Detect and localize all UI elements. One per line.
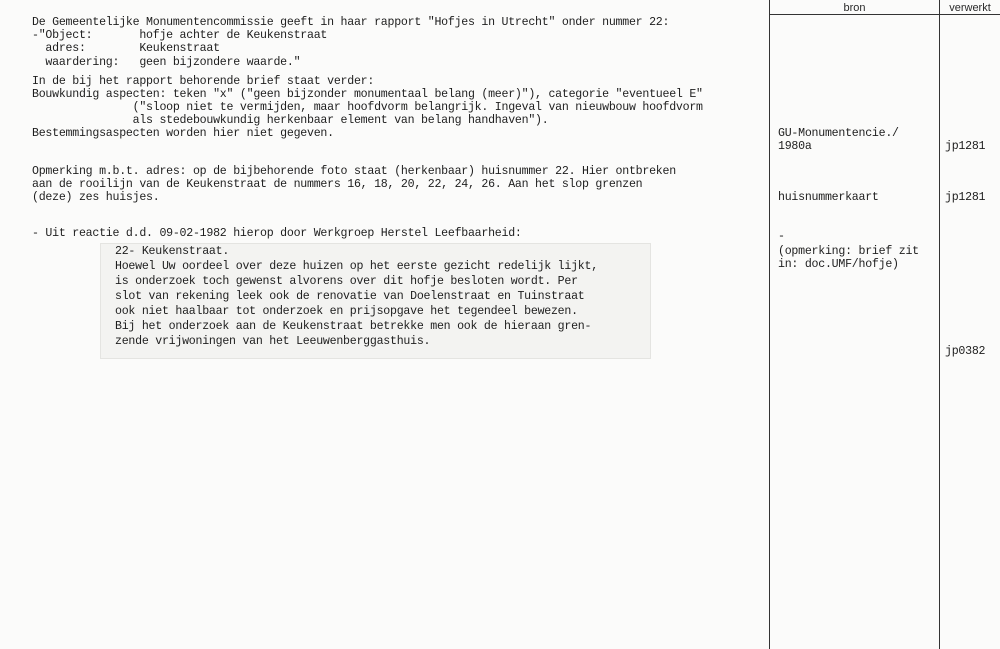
bron-entry: huisnummerkaart: [778, 191, 879, 204]
column-divider-main: [769, 0, 770, 649]
body-line: De Gemeentelijke Monumentencommissie geeft in haar rapport "Hofjes in Utrecht" onder nummer 22:: [32, 16, 670, 29]
body-line: waardering: geen bijzondere waarde.": [32, 56, 301, 69]
bron-entry: (opmerking: brief zit: [778, 245, 919, 258]
bron-entry: GU-Monumentencie./: [778, 127, 899, 140]
body-line: Opmerking m.b.t. adres: op de bijbehorende foto staat (herkenbaar) huisnummer 22. Hier ontbreken: [32, 165, 676, 178]
body-line: - Uit reactie d.d. 09-02-1982 hierop door Werkgroep Herstel Leefbaarheid:: [32, 227, 522, 240]
column-header-bron: bron: [843, 2, 866, 14]
bron-entry: -: [778, 230, 785, 243]
body-line: adres: Keukenstraat: [32, 42, 220, 55]
quote-line: ook niet haalbaar tot onderzoek en prijsopgave het tegendeel bewezen.: [115, 305, 578, 318]
quote-line: 22- Keukenstraat.: [115, 245, 230, 258]
header-rule: [769, 14, 1000, 15]
quote-line: Bij het onderzoek aan de Keukenstraat betrekke men ook de hieraan gren-: [115, 320, 592, 333]
verwerkt-entry: jp1281: [945, 191, 986, 204]
quote-line: Hoewel Uw oordeel over deze huizen op het eerste gezicht redelijk lijkt,: [115, 260, 598, 273]
body-line: In de bij het rapport behorende brief staat verder:: [32, 75, 375, 88]
body-line: ("sloop niet te vermijden, maar hoofdvorm belangrijk. Ingeval van nieuwbouw hoofdvorm: [32, 101, 703, 114]
body-line: Bouwkundig aspecten: teken "x" ("geen bijzonder monumentaal belang (meer)"), categorie "eventueel E": [32, 88, 703, 101]
quote-line: slot van rekening leek ook de renovatie van Doelenstraat en Tuinstraat: [115, 290, 585, 303]
verwerkt-entry: jp1281: [945, 140, 986, 153]
body-line: Bestemmingsaspecten worden hier niet gegeven.: [32, 127, 334, 140]
bron-entry: in: doc.UMF/hofje): [778, 258, 899, 271]
body-line: (deze) zes huisjes.: [32, 191, 160, 204]
body-line: -"Object: hofje achter de Keukenstraat: [32, 29, 328, 42]
body-line: aan de rooilijn van de Keukenstraat de nummers 16, 18, 20, 22, 24, 26. Aan het slop grenzen: [32, 178, 643, 191]
column-header-verwerkt: verwerkt: [949, 2, 991, 14]
body-line: als stedebouwkundig herkenbaar element van belang handhaven").: [32, 114, 549, 127]
verwerkt-entry: jp0382: [945, 345, 986, 358]
quote-line: is onderzoek toch gewenst alvorens over dit hofje besloten wordt. Per: [115, 275, 578, 288]
bron-entry: 1980a: [778, 140, 812, 153]
quote-line: zende vrijwoningen van het Leeuwenberggasthuis.: [115, 335, 431, 348]
column-divider-verwerkt: [939, 0, 940, 649]
